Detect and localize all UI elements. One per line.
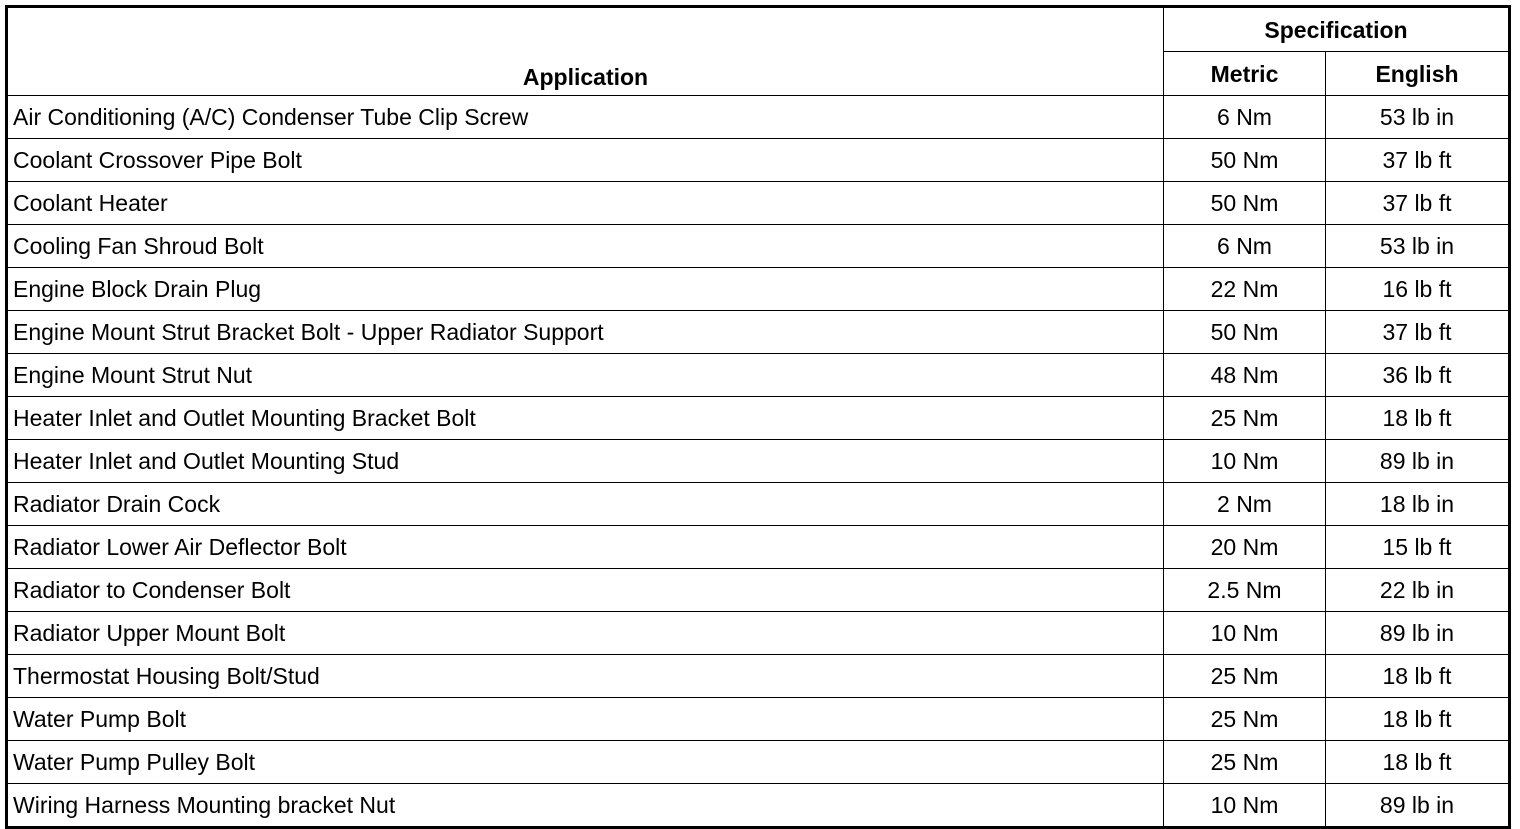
application-cell: Water Pump Pulley Bolt [7,741,1164,784]
english-value-cell: 18 lb ft [1326,397,1510,440]
table-row [7,311,1510,354]
specification-column-header: Specification [1164,7,1510,52]
application-cell: Radiator Drain Cock [7,483,1164,526]
application-cell: Heater Inlet and Outlet Mounting Stud [7,440,1164,483]
table-row [7,182,1510,225]
table-row [7,354,1510,397]
table-row [7,698,1510,741]
english-column-header: English [1326,52,1510,96]
table-row [7,268,1510,311]
english-value-cell: 18 lb in [1326,483,1510,526]
english-value-cell: 36 lb ft [1326,354,1510,397]
application-cell: Wiring Harness Mounting bracket Nut [7,784,1164,828]
table-row [7,139,1510,182]
metric-value-cell: 50 Nm [1164,139,1326,182]
english-value-cell: 18 lb ft [1326,655,1510,698]
english-value-cell: 53 lb in [1326,96,1510,139]
metric-value-cell: 2.5 Nm [1164,569,1326,612]
english-value-cell: 37 lb ft [1326,139,1510,182]
table-header [7,7,1510,96]
table-row [7,440,1510,483]
metric-value-cell: 25 Nm [1164,397,1326,440]
table-row [7,612,1510,655]
metric-value-cell: 48 Nm [1164,354,1326,397]
metric-value-cell: 25 Nm [1164,741,1326,784]
application-cell: Radiator Upper Mount Bolt [7,612,1164,655]
application-cell: Coolant Crossover Pipe Bolt [7,139,1164,182]
application-cell: Cooling Fan Shroud Bolt [7,225,1164,268]
application-cell: Radiator to Condenser Bolt [7,569,1164,612]
metric-value-cell: 50 Nm [1164,182,1326,225]
metric-value-cell: 20 Nm [1164,526,1326,569]
application-cell: Heater Inlet and Outlet Mounting Bracket Bolt [7,397,1164,440]
english-value-cell: 89 lb in [1326,612,1510,655]
english-value-cell: 22 lb in [1326,569,1510,612]
application-cell: Air Conditioning (A/C) Condenser Tube Clip Screw [7,96,1164,139]
application-cell: Thermostat Housing Bolt/Stud [7,655,1164,698]
table-row [7,569,1510,612]
english-value-cell: 18 lb ft [1326,698,1510,741]
english-value-cell: 16 lb ft [1326,268,1510,311]
metric-column-header: Metric [1164,52,1326,96]
table-row [7,655,1510,698]
metric-value-cell: 25 Nm [1164,698,1326,741]
fastener-specification-table [5,5,1511,829]
application-cell: Coolant Heater [7,182,1164,225]
table-row [7,741,1510,784]
application-cell: Engine Mount Strut Bracket Bolt - Upper Radiator Support [7,311,1164,354]
table-row [7,225,1510,268]
english-value-cell: 37 lb ft [1326,311,1510,354]
metric-value-cell: 22 Nm [1164,268,1326,311]
header-row-top [7,7,1510,52]
english-value-cell: 89 lb in [1326,784,1510,828]
english-value-cell: 15 lb ft [1326,526,1510,569]
metric-value-cell: 10 Nm [1164,440,1326,483]
english-value-cell: 37 lb ft [1326,182,1510,225]
metric-value-cell: 6 Nm [1164,96,1326,139]
application-column-header: Application [7,7,1164,96]
metric-value-cell: 50 Nm [1164,311,1326,354]
application-cell: Radiator Lower Air Deflector Bolt [7,526,1164,569]
table-row [7,526,1510,569]
metric-value-cell: 10 Nm [1164,612,1326,655]
english-value-cell: 18 lb ft [1326,741,1510,784]
table-row [7,397,1510,440]
table-row [7,784,1510,828]
english-value-cell: 53 lb in [1326,225,1510,268]
metric-value-cell: 2 Nm [1164,483,1326,526]
english-value-cell: 89 lb in [1326,440,1510,483]
application-cell: Engine Mount Strut Nut [7,354,1164,397]
metric-value-cell: 25 Nm [1164,655,1326,698]
metric-value-cell: 6 Nm [1164,225,1326,268]
metric-value-cell: 10 Nm [1164,784,1326,828]
table-row [7,483,1510,526]
application-cell: Water Pump Bolt [7,698,1164,741]
application-cell: Engine Block Drain Plug [7,268,1164,311]
table-body [7,96,1510,828]
table-row [7,96,1510,139]
